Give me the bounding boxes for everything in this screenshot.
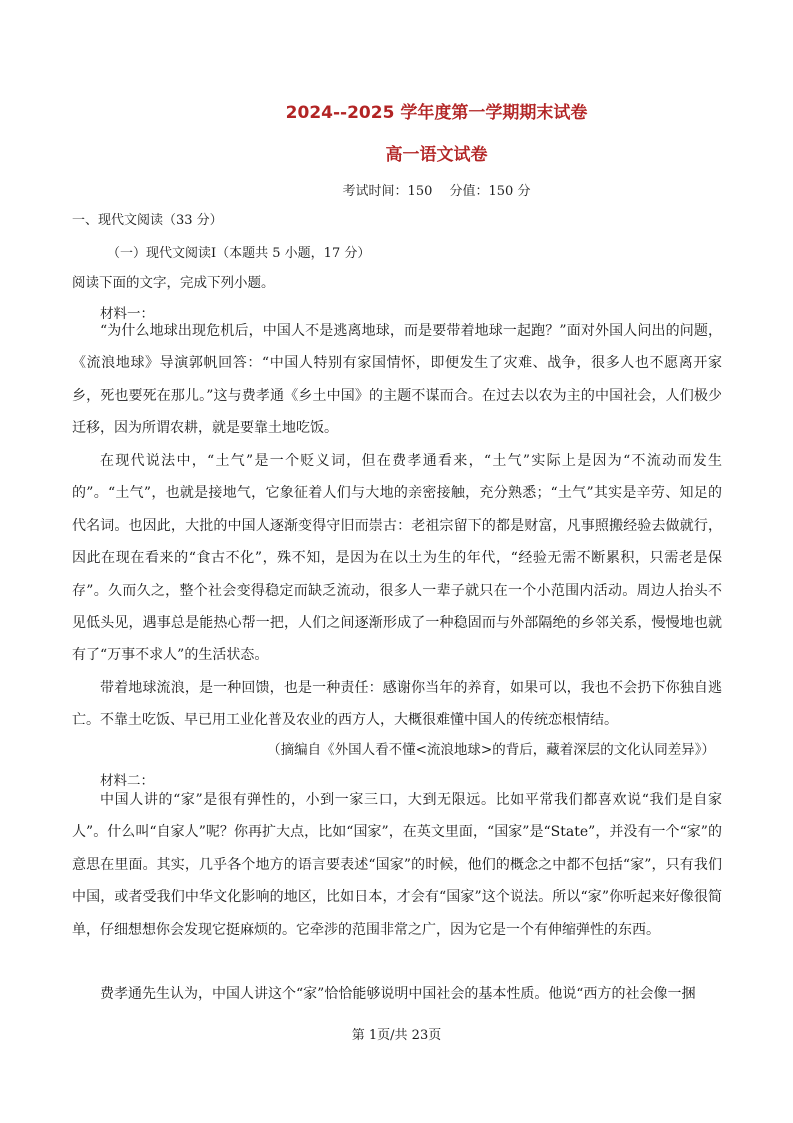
material1-paragraph-3: 带着地球流浪，是一种回馈，也是一种责任：感谢你当年的养育，如果可以，我也不会扔下你独自逃亡。不靠土吃饭、早已用工业化普及农业的西方人，大概很难懂中国人的传统恋根情结。 [72, 680, 722, 729]
material1-paragraph-2: 在现代说法中，“土气”是一个贬义词，但在费孝通看来，“土气”实际上是因为“不流动而发生的”。“土气”，也就是接地气，它象征着人们与大地的亲密接触，充分熟悉；“土气”其实是辛劳、知足的代名词。也因此，大批的中国人逐渐变得守旧而崇古：老祖宗留下的都是财富，凡事照搬经验去做就行，因此在现在看来的“食古不化”，殊不知，是因为在以土为生的年代，“经验无需不断累积，只需老是保存”。久而久之，整个社会变得稳定而缺乏流动，很多人一辈子就只在一个小范围内活动。周边人抬头不见低头见，遇事总是能热心帮一把，人们之间逐渐形成了一种稳固而与外部隔绝的乡邻关系，慢慢地也就有了“万事不求人”的生活状态。 [72, 453, 722, 664]
subsection-heading: （一）现代文阅读Ⅰ（本题共 5 小题，17 分） [107, 246, 371, 261]
exam-subtitle: 高一语文试卷 [385, 145, 488, 165]
material1-source: （摘编自《外国人看不懂<流浪地球>的背后，藏着深层的文化认同差异》） [267, 742, 715, 758]
material1-label: 材料一： [100, 306, 154, 322]
material1-paragraph-1: “为什么地球出现危机后，中国人不是逃离地球，而是要带着地球一起跑？”面对外国人问出的问题，《流浪地球》导演郭帆回答：“中国人特别有家国情怀，即便发生了灾难、战争，很多人也不愿离开家乡，死也要死在那儿。”这与费孝通《乡土中国》的主题不谋而合。在过去以农为主的中国社会，人们极少迁移，因为所谓农耕，就是要靠土地吃饭。 [72, 323, 722, 437]
material2-paragraph-1: 中国人讲的“家”是很有弹性的，小到一家三口，大到无限远。比如平常我们都喜欢说“我们是自家人”。什么叫“自家人”呢？你再扩大点，比如“国家”，在英文里面，“国家”是“State”，并没有一个“家”的意思在里面。其实，几乎各个地方的语言要表述“国家”的时候，他们的概念之中都不包括“家”，只有我们中国，或者受我们中华文化影响的地区，比如日本，才会有“国家”这个说法。所以“家”你听起来好像很简单，仔细想想你会发现它挺麻烦的。它牵涉的范围非常之广，因为它是一个有伸缩弹性的东西。 [72, 792, 722, 938]
exam-title: 2024--2025 学年度第一学期期末试卷 [285, 103, 588, 123]
instruction-text: 阅读下面的文字，完成下列小题。 [72, 275, 275, 291]
exam-info: 考试时间：150 分值：150 分 [342, 184, 531, 199]
section-heading: 一、现代文阅读（33 分） [72, 213, 223, 228]
material2-paragraph-2: 费孝通先生认为，中国人讲这个“家”恰恰能够说明中国社会的基本性质。他说“西方的社会像一捆 [100, 986, 696, 1002]
material2-label: 材料二： [100, 773, 154, 789]
page-number: 第 1页/共 23页 [351, 1028, 442, 1043]
